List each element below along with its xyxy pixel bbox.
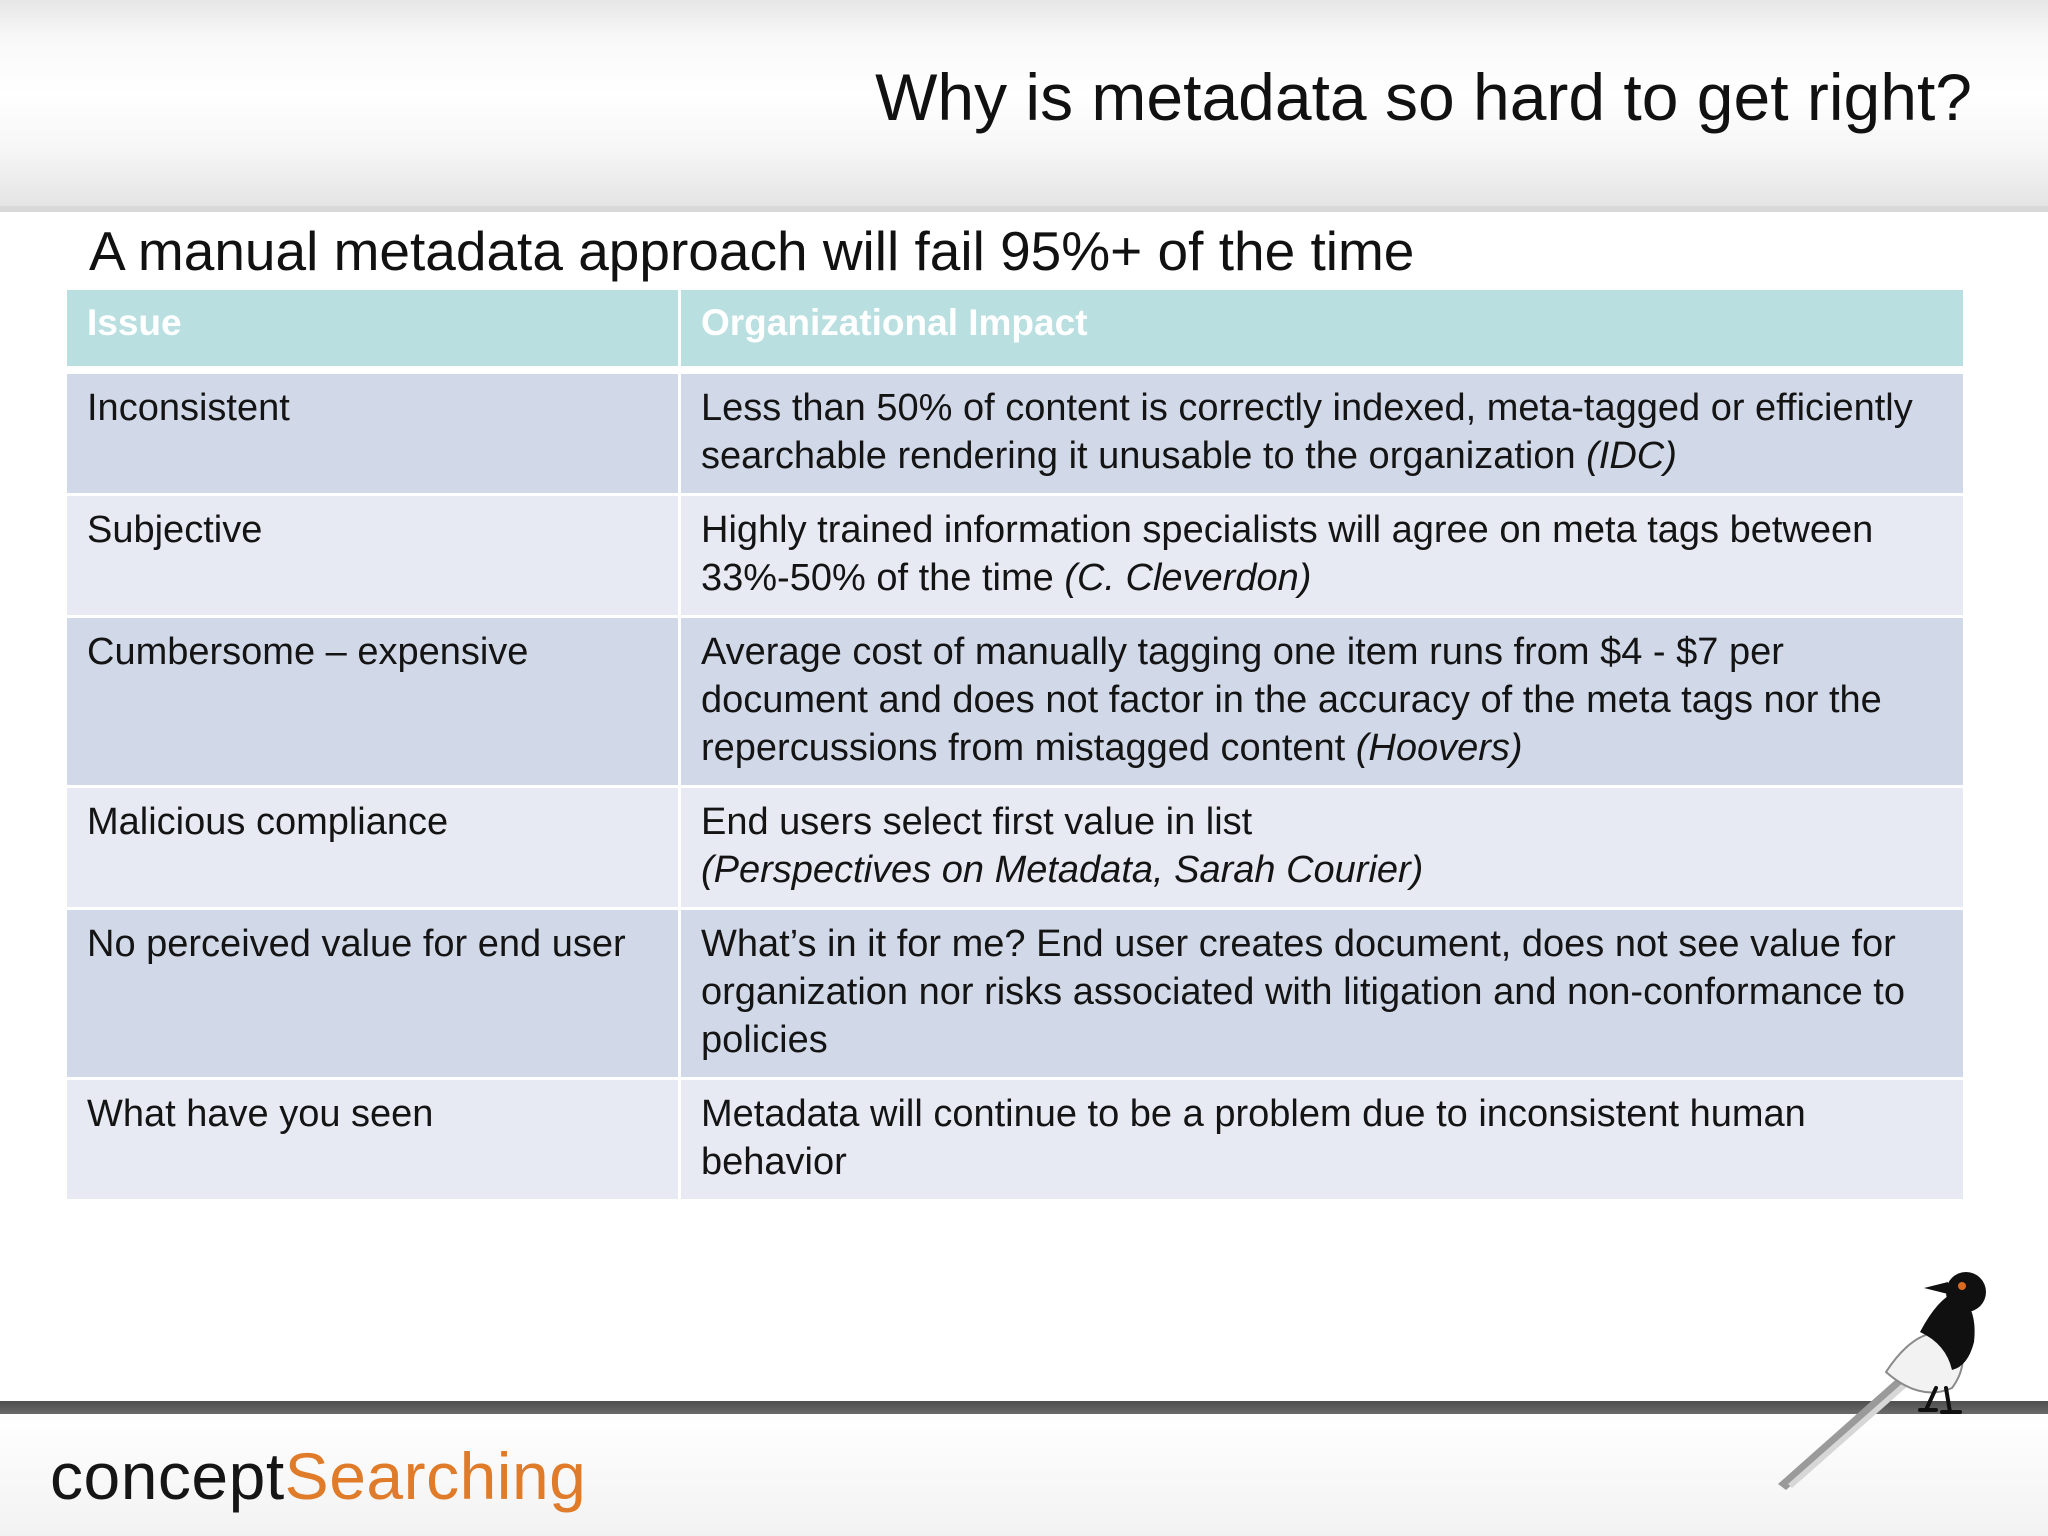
issues-table [67,290,1963,1202]
impact-text: What’s in it for me? End user creates document, does not see value for organization nor risks associated with litigation and non-conformance to policies [701,923,1905,1061]
impact-text: Less than 50% of content is correctly indexed, meta-tagged or efficiently searchable rendering it unusable to the organization [701,387,1913,477]
impact-cell [681,1080,1963,1202]
footer-divider [0,1401,2048,1414]
logo-concept: concept [50,1439,285,1513]
impact-citation: (C. Cleverdon) [1064,557,1312,599]
issue-cell: Inconsistent [67,374,681,496]
table-row [67,1080,1963,1202]
magpie-icon [1770,1262,2000,1492]
column-header-issue: Issue [67,290,681,374]
impact-text: Metadata will continue to be a problem due to inconsistent human behavior [701,1093,1806,1183]
slide-title: Why is metadata so hard to get right? [875,60,1972,134]
table-row [67,374,1963,496]
impact-citation: (IDC) [1586,435,1677,477]
slide-subtitle: A manual metadata approach will fail 95%+ of the time [89,220,1415,282]
company-logo [50,1440,586,1513]
impact-cell [681,618,1963,788]
table-row [67,788,1963,910]
table-row [67,496,1963,618]
impact-cell [681,374,1963,496]
issue-cell: What have you seen [67,1080,681,1202]
issue-cell: No perceived value for end user [67,910,681,1080]
impact-cell [681,496,1963,618]
issue-cell: Cumbersome – expensive [67,618,681,788]
issue-cell: Subjective [67,496,681,618]
impact-text: Average cost of manually tagging one item runs from $4 - $7 per document and does not factor in the accuracy of the meta tags nor the repercussions from mistagged content [701,631,1882,769]
impact-cell [681,910,1963,1080]
table-row [67,618,1963,788]
impact-text: Highly trained information specialists will agree on meta tags between 33%-50% of the time [701,509,1874,599]
impact-text: End users select first value in list [701,801,1253,843]
logo-searching: Searching [284,1439,587,1513]
impact-cell [681,788,1963,910]
table-row [67,910,1963,1080]
header-divider [0,206,2048,212]
column-header-impact: Organizational Impact [681,290,1963,374]
impact-citation: (Perspectives on Metadata, Sarah Courier) [701,849,1424,891]
table-header-row [67,290,1963,374]
impact-citation: (Hoovers) [1355,727,1523,769]
issue-cell: Malicious compliance [67,788,681,910]
